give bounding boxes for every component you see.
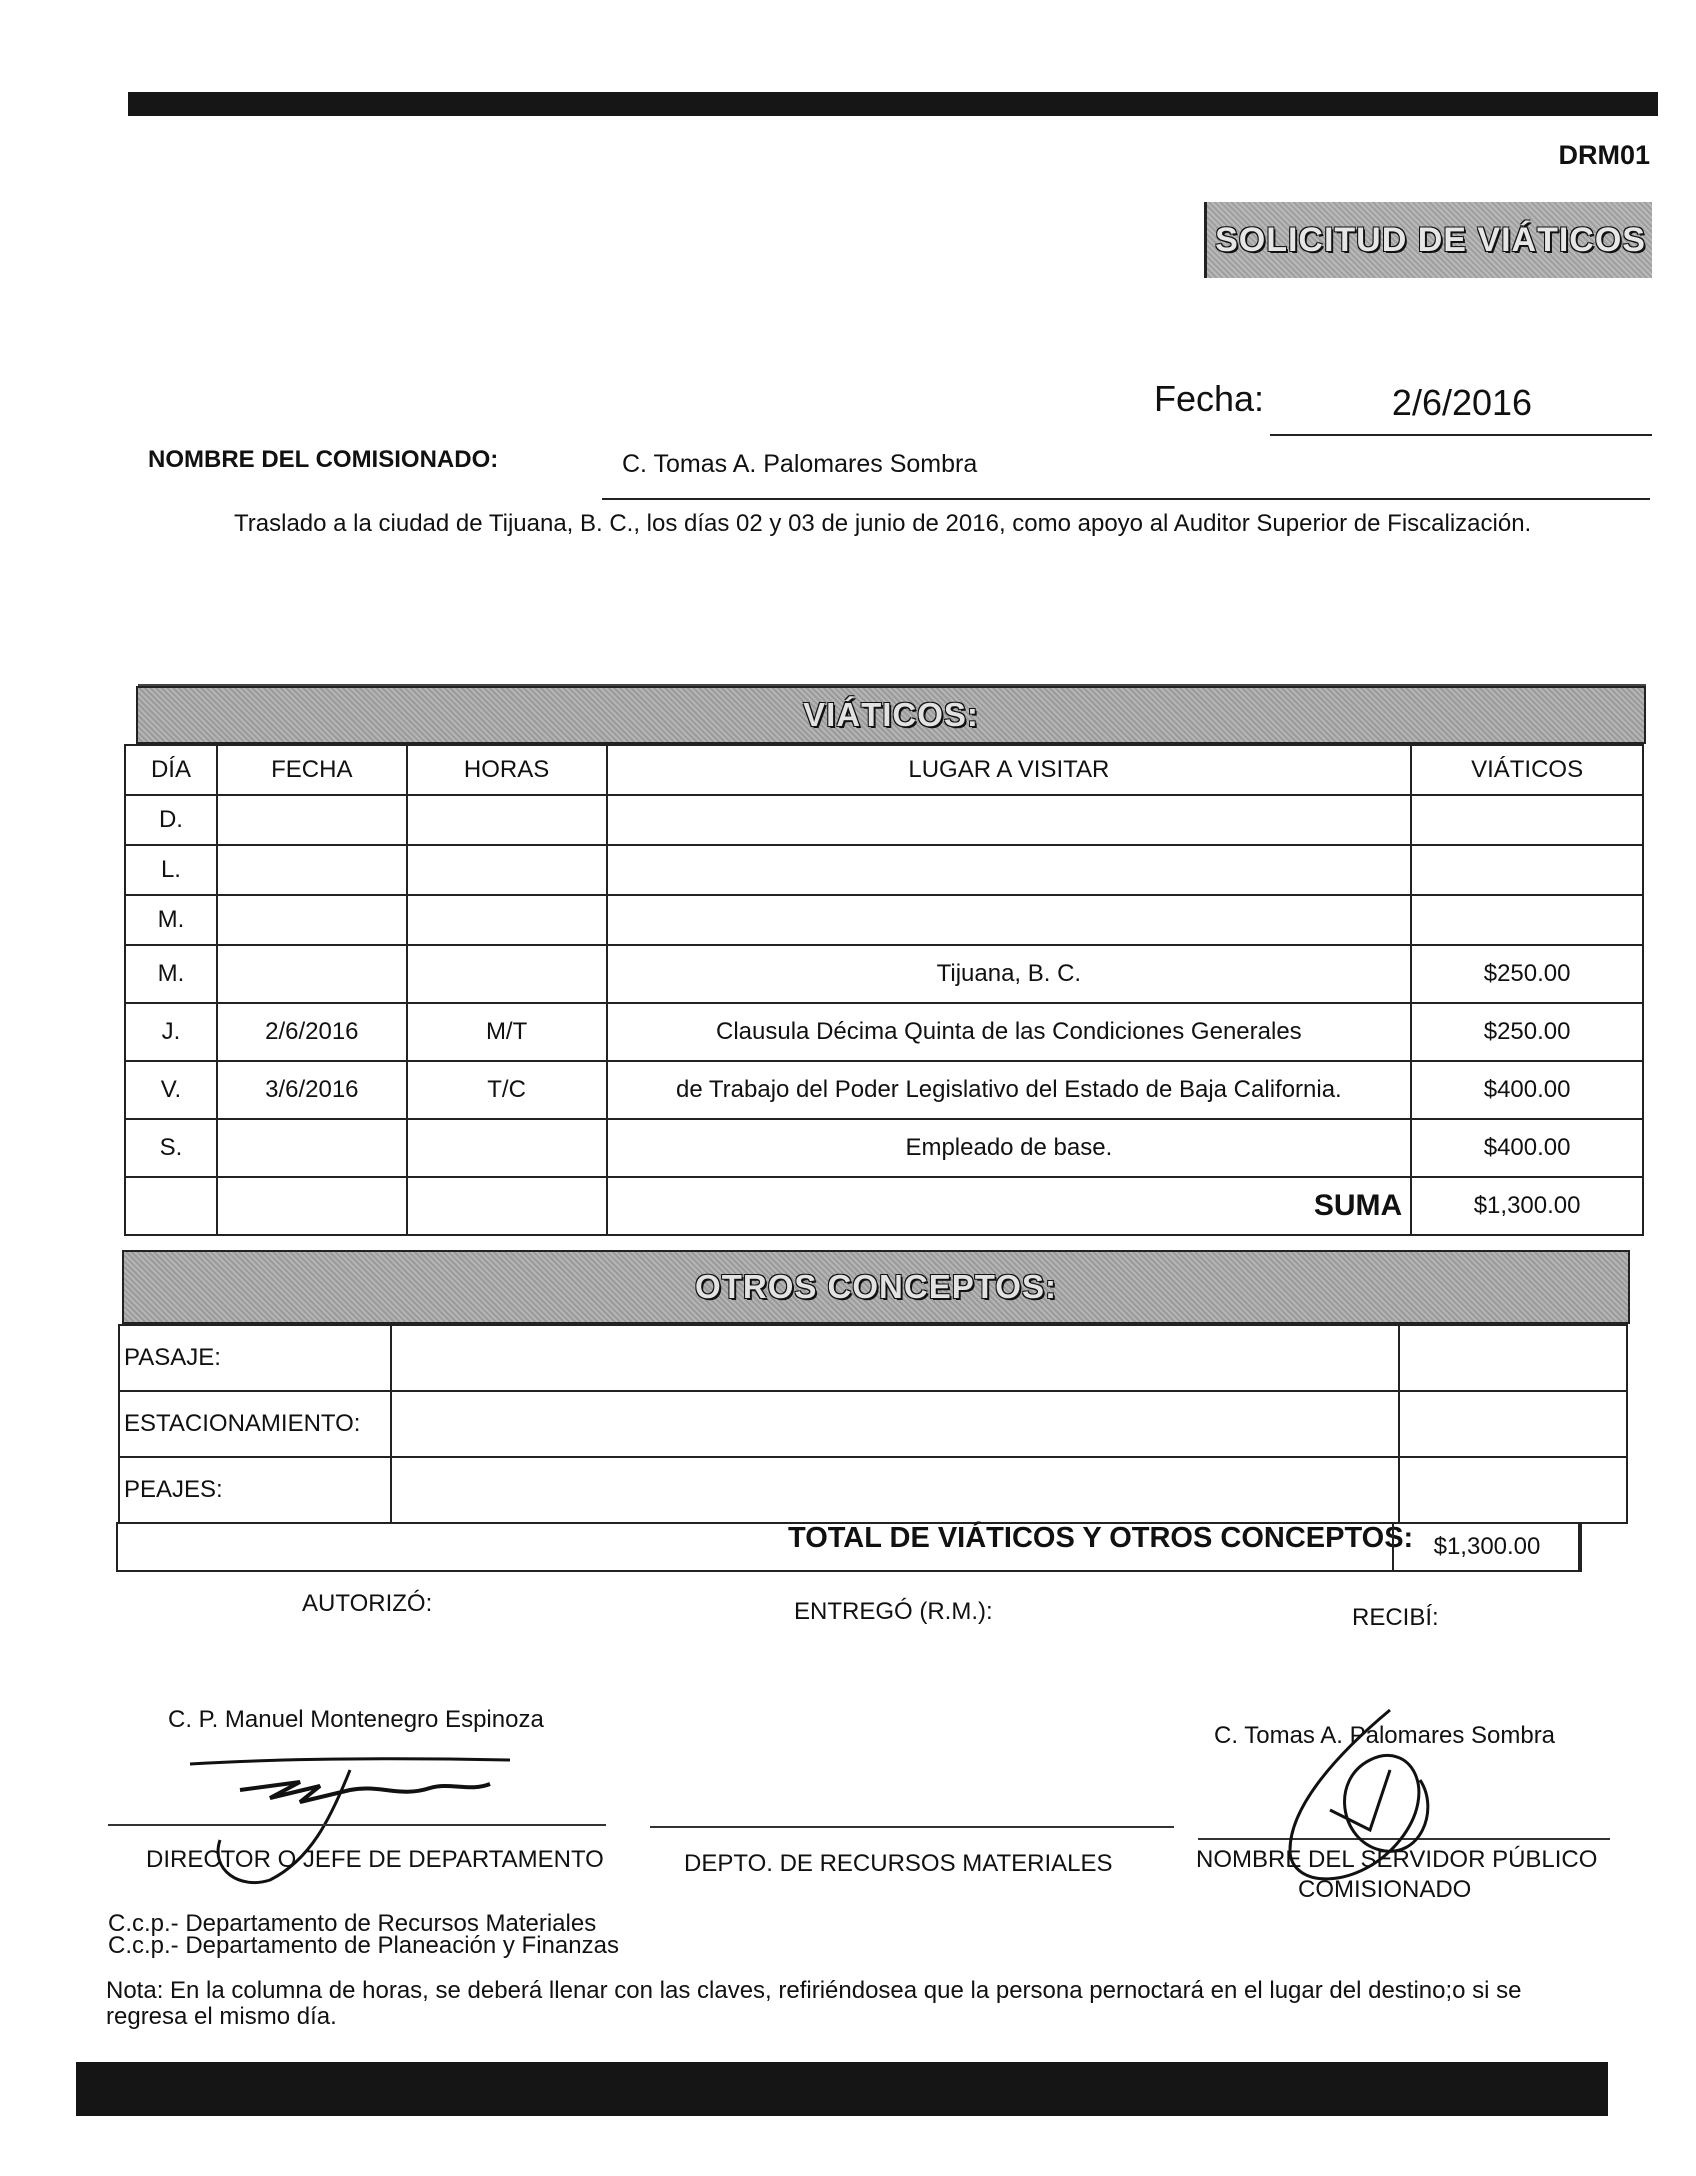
cell-monto[interactable]: $250.00 bbox=[1411, 945, 1643, 1003]
table-row bbox=[119, 1325, 1627, 1391]
cell-fecha[interactable] bbox=[217, 845, 407, 895]
otros-header-bar bbox=[122, 1250, 1630, 1324]
cell-monto[interactable] bbox=[1411, 795, 1643, 845]
entrego-label: ENTREGÓ (R.M.): bbox=[794, 1598, 993, 1625]
recibi-title-line1: NOMBRE DEL SERVIDOR PÚBLICO bbox=[1196, 1846, 1598, 1873]
suma-value: $1,300.00 bbox=[1411, 1177, 1643, 1235]
cell-fecha[interactable]: 3/6/2016 bbox=[217, 1061, 407, 1119]
motivo-text: Traslado a la ciudad de Tijuana, B. C., los días 02 y 03 de junio de 2016, como apoyo al Auditor Superior de Fiscalización. bbox=[234, 510, 1532, 537]
form-title-box bbox=[1204, 202, 1652, 278]
table-row bbox=[125, 895, 1643, 945]
cell-fecha[interactable] bbox=[217, 795, 407, 845]
fecha-label: Fecha: bbox=[1154, 378, 1265, 419]
otros-title: OTROS CONCEPTOS: bbox=[695, 1268, 1057, 1305]
cell-dia: M. bbox=[125, 945, 217, 1003]
cell-dia: S. bbox=[125, 1119, 217, 1177]
recibi-name: C. Tomas A. Palomares Sombra bbox=[1214, 1722, 1556, 1749]
form-title: SOLICITUD DE VIÁTICOS bbox=[1215, 220, 1646, 259]
cell-horas[interactable] bbox=[407, 895, 607, 945]
total-value: $1,300.00 bbox=[1392, 1522, 1582, 1572]
cell-monto[interactable]: $250.00 bbox=[1411, 1003, 1643, 1061]
otros-desc[interactable] bbox=[391, 1391, 1399, 1457]
cell-horas[interactable] bbox=[407, 845, 607, 895]
cell-horas[interactable]: M/T bbox=[407, 1003, 607, 1061]
otros-monto[interactable] bbox=[1399, 1391, 1627, 1457]
bottom-bar bbox=[76, 2062, 1608, 2116]
cell-fecha[interactable] bbox=[217, 1119, 407, 1177]
cell-lugar[interactable]: Tijuana, B. C. bbox=[607, 945, 1412, 1003]
table-row bbox=[125, 1119, 1643, 1177]
cell-lugar[interactable] bbox=[607, 795, 1412, 845]
table-row bbox=[119, 1457, 1627, 1523]
table-row bbox=[125, 845, 1643, 895]
cell-empty bbox=[125, 1177, 217, 1235]
fecha-underline bbox=[1270, 434, 1652, 436]
viaticos-title: VIÁTICOS: bbox=[803, 696, 979, 733]
cell-lugar[interactable]: de Trabajo del Poder Legislativo del Estado de Baja California. bbox=[607, 1061, 1412, 1119]
otros-desc[interactable] bbox=[391, 1325, 1399, 1391]
cell-monto[interactable] bbox=[1411, 895, 1643, 945]
otros-label-estacionamiento: ESTACIONAMIENTO: bbox=[119, 1391, 391, 1457]
cell-fecha[interactable]: 2/6/2016 bbox=[217, 1003, 407, 1061]
cell-horas[interactable] bbox=[407, 1119, 607, 1177]
cell-horas[interactable] bbox=[407, 945, 607, 1003]
autorizo-title: DIRECTOR O JEFE DE DEPARTAMENTO bbox=[146, 1846, 604, 1873]
cell-dia: V. bbox=[125, 1061, 217, 1119]
top-bar bbox=[128, 92, 1658, 116]
nota-line-1: Nota: En la columna de horas, se deberá llenar con las claves, refiriéndosea que la persona pernoctará en el lugar del destino;o si se bbox=[106, 1977, 1522, 2004]
viaticos-header-row bbox=[125, 745, 1643, 795]
recibi-title-line2: COMISIONADO bbox=[1298, 1876, 1472, 1903]
cell-lugar[interactable]: Clausula Décima Quinta de las Condiciones Generales bbox=[607, 1003, 1412, 1061]
autorizo-signature-icon bbox=[150, 1740, 570, 1900]
cell-monto[interactable]: $400.00 bbox=[1411, 1061, 1643, 1119]
cell-empty bbox=[407, 1177, 607, 1235]
cell-fecha[interactable] bbox=[217, 895, 407, 945]
cell-empty bbox=[217, 1177, 407, 1235]
otros-desc[interactable] bbox=[391, 1457, 1399, 1523]
comisionado-value[interactable]: C. Tomas A. Palomares Sombra bbox=[622, 450, 978, 478]
header-horas: HORAS bbox=[407, 745, 607, 795]
total-label: TOTAL DE VIÁTICOS Y OTROS CONCEPTOS: bbox=[788, 1522, 1414, 1554]
otros-label-peajes: PEAJES: bbox=[119, 1457, 391, 1523]
recibi-label: RECIBÍ: bbox=[1352, 1604, 1439, 1631]
cell-dia: M. bbox=[125, 895, 217, 945]
header-viaticos: VIÁTICOS bbox=[1411, 745, 1643, 795]
comisionado-underline bbox=[602, 498, 1650, 500]
fecha-value[interactable]: 2/6/2016 bbox=[1391, 382, 1533, 423]
cell-horas[interactable]: T/C bbox=[407, 1061, 607, 1119]
cell-dia: D. bbox=[125, 795, 217, 845]
form-code: DRM01 bbox=[1558, 140, 1650, 170]
nota-line-2: regresa el mismo día. bbox=[106, 2003, 337, 2030]
header-lugar: LUGAR A VISITAR bbox=[607, 745, 1412, 795]
ccp-line-2: C.c.p.- Departamento de Planeación y Finanzas bbox=[108, 1932, 619, 1959]
viaticos-header-bar bbox=[136, 686, 1646, 744]
cell-dia: L. bbox=[125, 845, 217, 895]
cell-lugar[interactable] bbox=[607, 895, 1412, 945]
entrego-title: DEPTO. DE RECURSOS MATERIALES bbox=[684, 1850, 1113, 1877]
autorizo-label: AUTORIZÓ: bbox=[302, 1590, 433, 1617]
comisionado-label: NOMBRE DEL COMISIONADO: bbox=[148, 446, 499, 473]
otros-table bbox=[118, 1324, 1628, 1524]
table-row bbox=[119, 1391, 1627, 1457]
cell-lugar[interactable]: Empleado de base. bbox=[607, 1119, 1412, 1177]
otros-label-pasaje: PASAJE: bbox=[119, 1325, 391, 1391]
suma-label: SUMA bbox=[607, 1177, 1412, 1235]
table-row bbox=[125, 1003, 1643, 1061]
table-row bbox=[125, 945, 1643, 1003]
table-row bbox=[125, 1061, 1643, 1119]
suma-row bbox=[125, 1177, 1643, 1235]
otros-monto[interactable] bbox=[1399, 1325, 1627, 1391]
autorizo-name: C. P. Manuel Montenegro Espinoza bbox=[168, 1706, 544, 1733]
cell-dia: J. bbox=[125, 1003, 217, 1061]
cell-monto[interactable] bbox=[1411, 845, 1643, 895]
entrego-sign-line bbox=[650, 1826, 1174, 1828]
ccp-line-1: C.c.p.- Departamento de Recursos Materiales bbox=[108, 1910, 597, 1937]
cell-lugar[interactable] bbox=[607, 845, 1412, 895]
cell-monto[interactable]: $400.00 bbox=[1411, 1119, 1643, 1177]
cell-horas[interactable] bbox=[407, 795, 607, 845]
header-fecha: FECHA bbox=[217, 745, 407, 795]
viaticos-table bbox=[124, 744, 1644, 1236]
cell-fecha[interactable] bbox=[217, 945, 407, 1003]
header-dia: DÍA bbox=[125, 745, 217, 795]
table-row bbox=[125, 795, 1643, 845]
otros-monto[interactable] bbox=[1399, 1457, 1627, 1523]
autorizo-sign-line bbox=[108, 1824, 606, 1826]
